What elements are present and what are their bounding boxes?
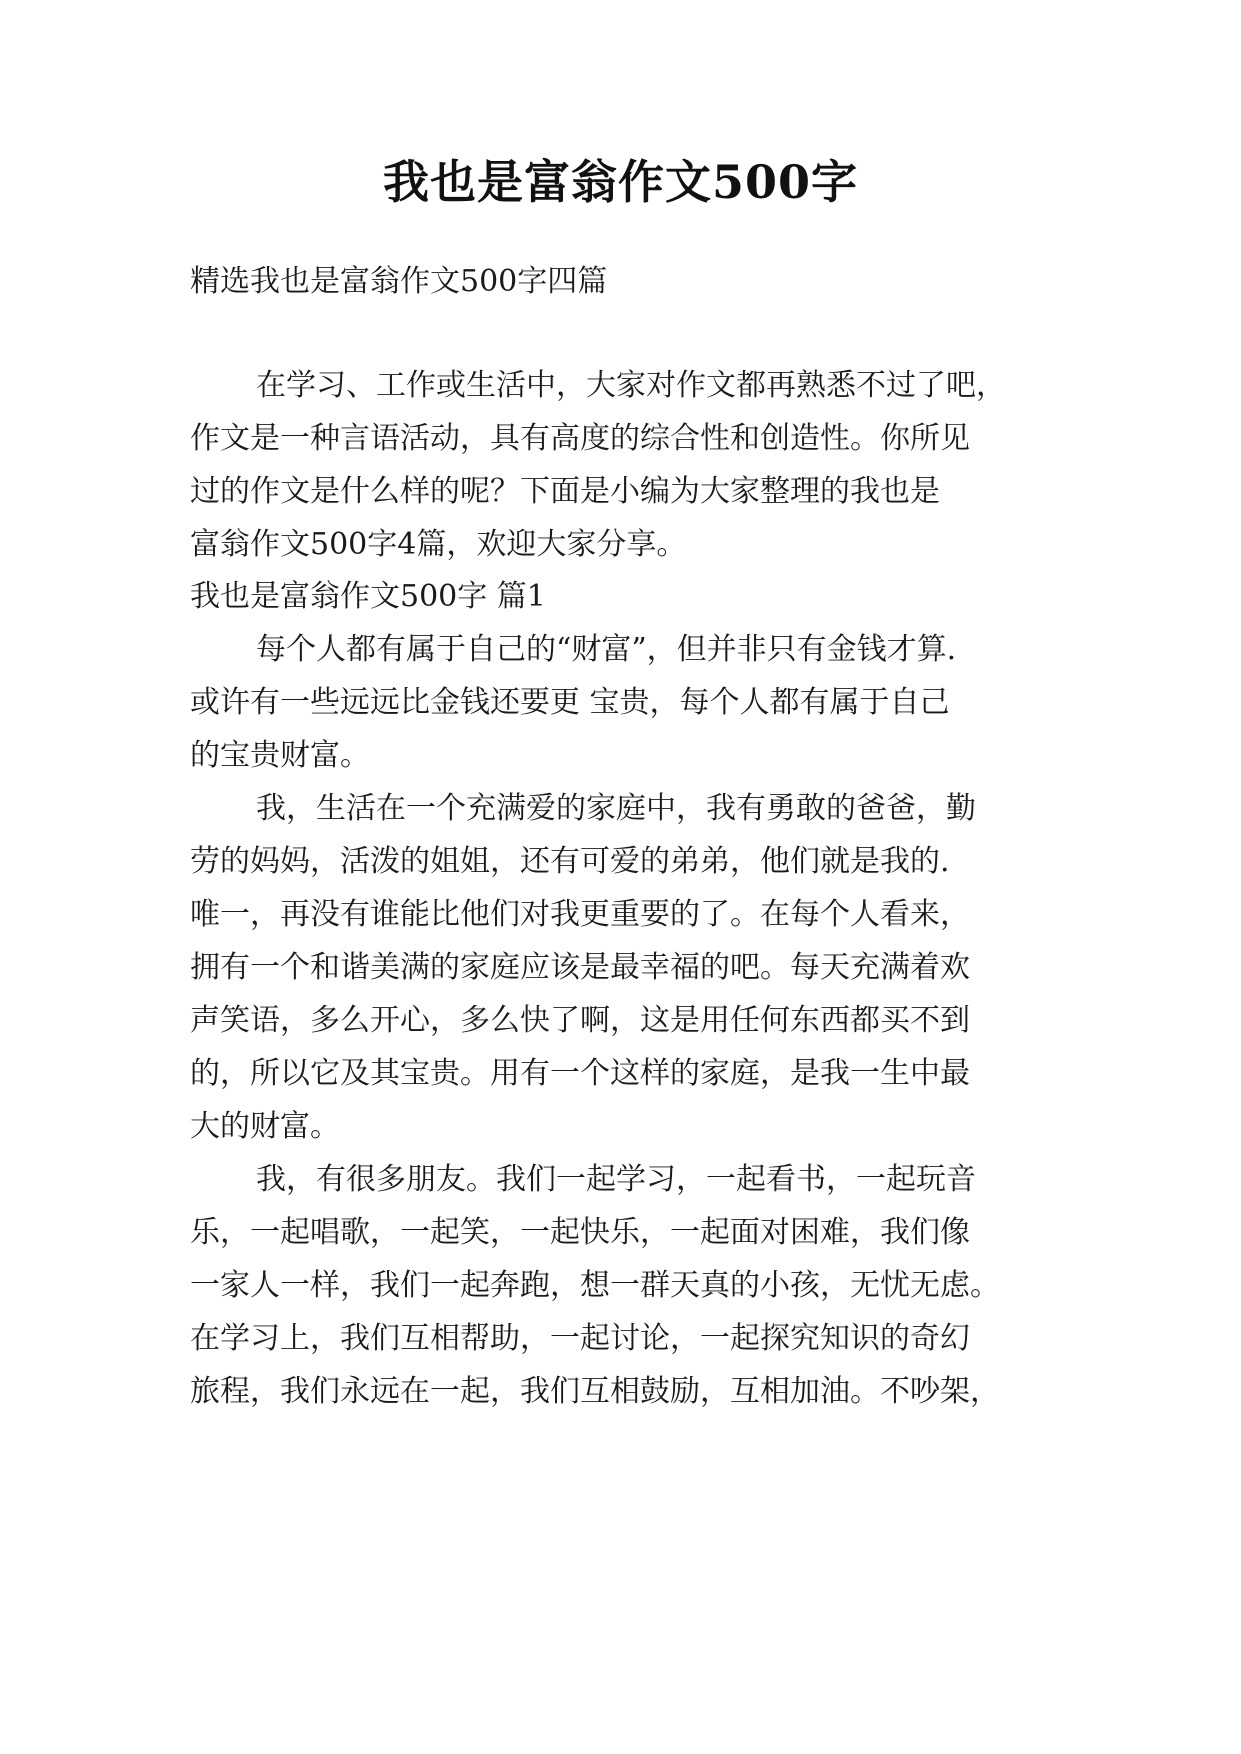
paragraph-line: 作文是一种言语活动，具有高度的综合性和创造性。你所见 xyxy=(190,421,970,456)
paragraph-line: 在学习上，我们互相帮助，一起讨论，一起探究知识的奇幻 xyxy=(190,1321,970,1356)
paragraph-line: 我，生活在一个充满爱的家庭中，我有勇敢的爸爸，勤 xyxy=(256,791,976,826)
paragraph-line: 旅程，我们永远在一起，我们互相鼓励，互相加油。不吵架， xyxy=(190,1374,1000,1409)
paragraph-line: 乐，一起唱歌，一起笑，一起快乐，一起面对困难，我们像 xyxy=(190,1215,970,1250)
paragraph-line: 每个人都有属于自己的“财富”，但并非只有金钱才算. xyxy=(256,632,957,667)
paragraph-line: 大的财富。 xyxy=(190,1109,340,1144)
paragraph-line: 声笑语，多么开心，多么快了啊，这是用任何东西都买不到 xyxy=(190,1003,970,1038)
document-title: 我也是富翁作文500字 xyxy=(382,155,859,209)
paragraph-line: 拥有一个和谐美满的家庭应该是最幸福的吧。每天充满着欢 xyxy=(190,950,970,985)
paragraph-line: 的，所以它及其宝贵。用有一个这样的家庭，是我一生中最 xyxy=(190,1056,970,1091)
paragraph-line: 我，有很多朋友。我们一起学习，一起看书，一起玩音 xyxy=(256,1162,976,1197)
paragraph-line: 唯一，再没有谁能比他们对我更重要的了。在每个人看来， xyxy=(190,897,970,932)
paragraph-line: 过的作文是什么样的呢？下面是小编为大家整理的我也是 xyxy=(190,474,940,509)
paragraph-line: 劳的妈妈，活泼的姐姐，还有可爱的弟弟，他们就是我的. xyxy=(190,844,950,879)
section-heading: 我也是富翁作文500字 篇1 xyxy=(190,579,546,614)
paragraph-line: 在学习、工作或生活中，大家对作文都再熟悉不过了吧， xyxy=(256,368,1006,403)
document-subtitle: 精选我也是富翁作文500字四篇 xyxy=(190,264,608,299)
paragraph-line: 一家人一样，我们一起奔跑，想一群天真的小孩，无忧无虑。 xyxy=(190,1268,1000,1303)
paragraph-line: 富翁作文500字4篇，欢迎大家分享。 xyxy=(190,527,687,562)
paragraph-line: 的宝贵财富。 xyxy=(190,738,370,773)
paragraph-line: 或许有一些远远比金钱还要更 宝贵，每个人都有属于自己 xyxy=(190,685,950,720)
